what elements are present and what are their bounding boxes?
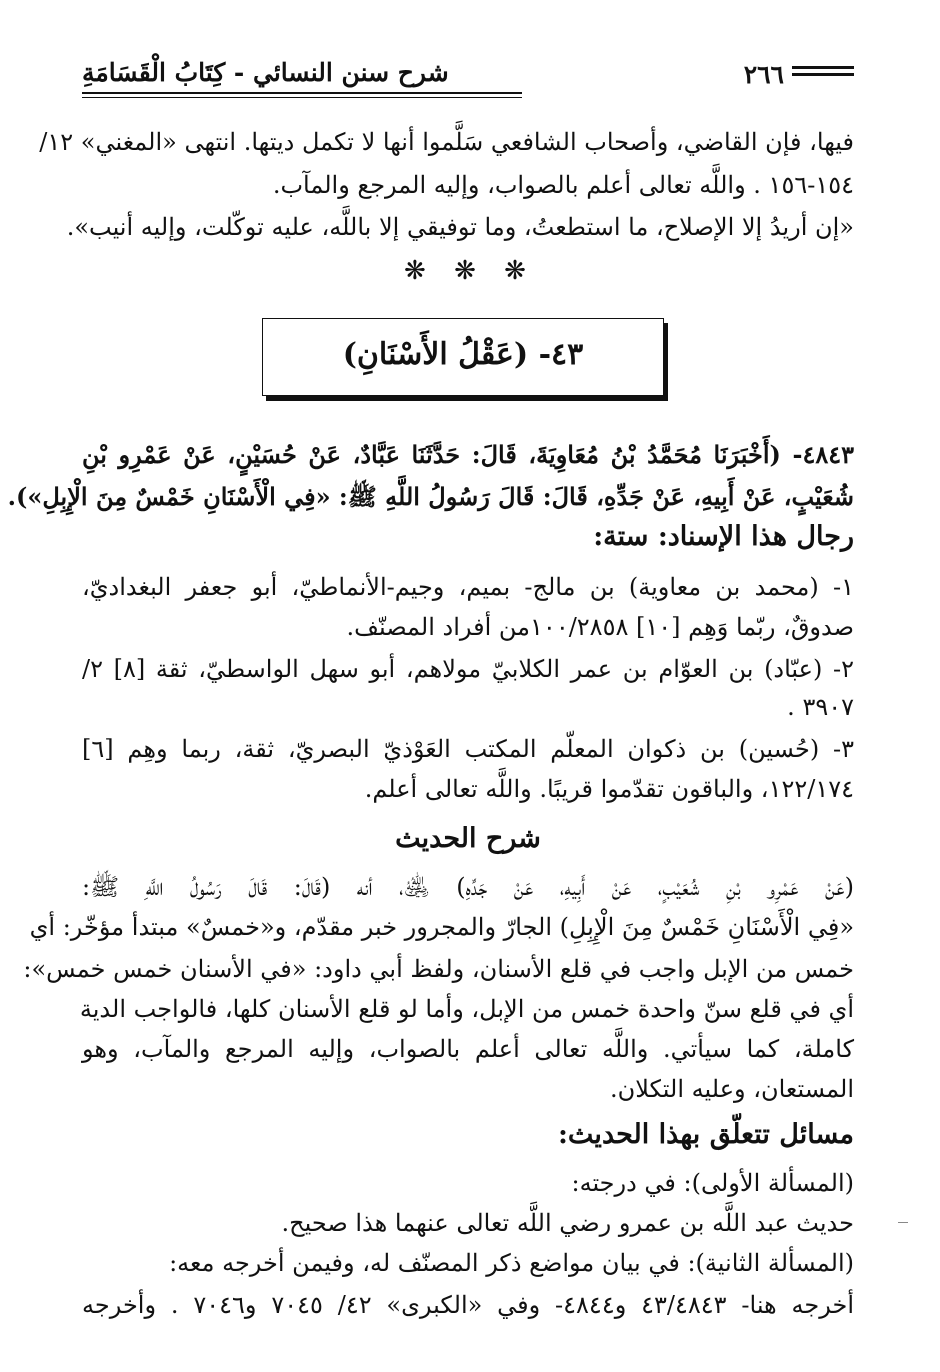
text-line: ١٢٢/١٧٤، والباقون تقدّموا قريبًا. واللَّه تعالى أعلم. — [364, 775, 854, 803]
text-line: (عَنْ عَمْرِو بْنِ شُعَيْبٍ، عَنْ أَبِيهِ، عَنْ جَدِّهِ) ﵁، أنه (قَالَ: قَالَ رَسُولُ اللَّهِ ﷺ: — [82, 873, 854, 901]
hadith-line: ٤٨٤٣- (أَخْبَرَنَا مُحَمَّدُ بْنُ مُعَاوِيَةَ، قَالَ: حَدَّثَنَا عَبَّادٌ، عَنْ حُسَيْنٍ، عَنْ عَمْرِو بْنِ — [82, 440, 854, 469]
margin-mark — [898, 1222, 908, 1223]
section-heading: رجال هذا الإسناد: ستة: — [593, 521, 854, 552]
hadith-line: شُعَيْبٍ، عَنْ أَبِيهِ، عَنْ جَدِّهِ، قَالَ: قَالَ رَسُولُ اللَّهِ ﷺ: «فِي الْأَسْنَانِ خَمْسٌ مِنَ الْإِبِلِ»). — [7, 482, 854, 511]
text-line: فيها، فإن القاضي، وأصحاب الشافعي سَلَّموا أنها لا تكمل ديتها. انتهى «المغني» ١٢/ — [39, 128, 854, 156]
text-line: ١- (محمد بن معاوية) بن مالج- بميم، وجيم-الأنماطيّ، أبو جعفر البغداديّ، — [82, 573, 854, 601]
text-line: كاملة، كما سيأتي. واللَّه تعالى أعلم بالصواب، وإليه المرجع والمآب، وهو — [82, 1035, 854, 1063]
header-rule — [82, 92, 522, 94]
page-number: ٢٦٦ — [743, 60, 784, 89]
running-title: شرح سنن النسائي - كِتَابُ الْقَسَامَةِ — [82, 58, 449, 87]
chapter-title: ٤٣- (عَقْلُ الأَسْنَانِ) — [342, 337, 584, 372]
section-heading: شرح الحديث — [395, 823, 541, 854]
text-line: خمس من الإبل واجب في قلع الأسنان، ولفظ أبي داود: «في الأسنان خمس خمس»: — [23, 955, 854, 983]
text-line: حديث عبد اللَّه بن عمرو رضي اللَّه تعالى عنهما هذا صحيح. — [281, 1209, 854, 1237]
text-line: (المسألة الأولى): في درجته: — [571, 1169, 854, 1197]
text-line: «إن أريدُ إلا الإصلاح، ما استطعتُ، وما توفيقي إلا باللَّه، عليه توكّلت، وإليه أنيب». — [66, 213, 854, 241]
text-line: صدوقٌ، ربّما وَهِم [١٠] ١٠٠/٢٨٥٨من أفراد المصنّف. — [346, 613, 854, 641]
text-line: المستعان، وعليه التكلان. — [609, 1075, 854, 1103]
text-line: «فِي الْأَسْنَانِ خَمْسٌ مِنَ الْإِبِلِ) الجارّ والمجرور خبر مقدّم، و«خمسٌ» مبتدأ مؤخّر: أي — [29, 913, 854, 941]
text-line: أخرجه هنا- ٤٣/٤٨٤٣ و٤٨٤٤- وفي «الكبرى» ٤٢/ ٧٠٤٥ و٧٠٤٦ . وأخرجه — [82, 1291, 854, 1319]
chapter-box — [262, 318, 664, 396]
header-rule-thin — [82, 97, 522, 98]
header-ornament — [792, 66, 854, 80]
text-line: (المسألة الثانية): في بيان مواضع ذكر المصنّف له، وفيمن أخرجه معه: — [169, 1249, 854, 1277]
text-line: ٣- (حُسين) بن ذكوان المعلّم المكتب العَوْذيّ البصريّ، ثقة، ربما وهِم [٦] — [82, 735, 854, 763]
text-line: ٣٩٠٧ . — [787, 693, 854, 721]
text-line: ٢- (عبّاد) بن العوّام بن عمر الكلابيّ مولاهم، أبو سهل الواسطيّ، ثقة [٨] ٢/ — [82, 655, 854, 683]
page-header — [82, 56, 854, 102]
text-line: ١٥٤-١٥٦ . واللَّه تعالى أعلم بالصواب، وإليه المرجع والمآب. — [272, 171, 854, 199]
text-line: أي في قلع سنّ واحدة خمس من الإبل، وأما لو قلع الأسنان كلها، فالواجب الدية — [79, 995, 854, 1023]
section-separator: ❋ ❋ ❋ — [404, 256, 536, 286]
section-heading: مسائل تتعلّق بهذا الحديث: — [557, 1119, 854, 1150]
